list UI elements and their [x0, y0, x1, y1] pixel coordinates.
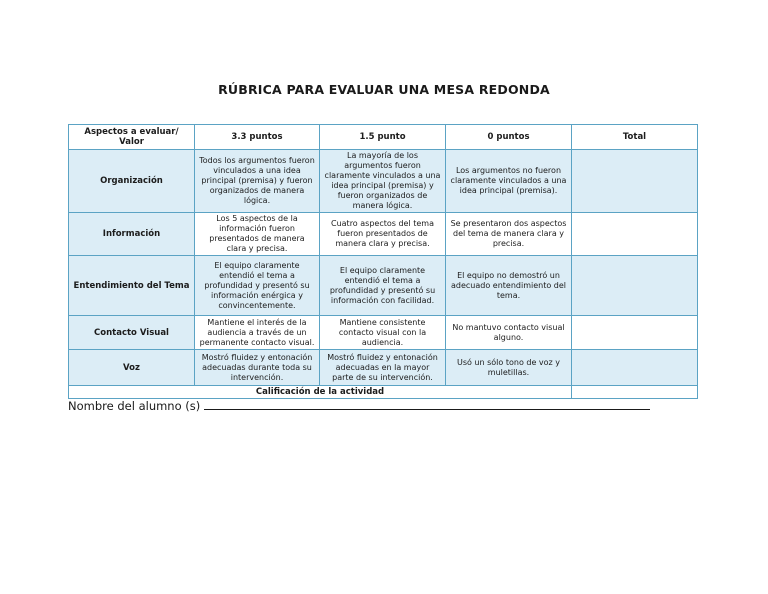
row-criterion-zero: Se presentaron dos aspectos del tema de manera clara y precisa. — [446, 213, 572, 256]
header-score-mid: 1.5 punto — [320, 125, 446, 150]
footer-grade-total[interactable] — [572, 386, 698, 399]
table-header-row — [69, 125, 698, 150]
row-aspect-label: Organización — [69, 150, 195, 213]
row-criterion-high: Mostró fluidez y entonación adecuadas durante toda su intervención. — [195, 350, 320, 386]
footer-grade-label: Calificación de la actividad — [69, 386, 572, 399]
table-row-organizacion — [69, 150, 698, 213]
row-criterion-mid: Mantiene consistente contacto visual con la audiencia. — [320, 316, 446, 350]
row-criterion-high: Los 5 aspectos de la información fueron presentados de manera clara y precisa. — [195, 213, 320, 256]
row-aspect-label: Información — [69, 213, 195, 256]
row-criterion-mid: El equipo claramente entendió el tema a profundidad y presentó su información con facilidad. — [320, 256, 446, 316]
document-title: RÚBRICA PARA EVALUAR UNA MESA REDONDA — [218, 82, 550, 97]
table-row-contacto-visual — [69, 316, 698, 350]
student-name-line — [68, 399, 650, 413]
rubric-table — [68, 124, 698, 399]
header-score-high: 3.3 puntos — [195, 125, 320, 150]
header-aspects: Aspectos a evaluar/ Valor — [69, 125, 195, 150]
row-criterion-high: Todos los argumentos fueron vinculados a una idea principal (premisa) y fueron organizados de manera lógica. — [195, 150, 320, 213]
row-total-cell[interactable] — [572, 213, 698, 256]
student-name-label: Nombre del alumno (s) — [68, 399, 201, 413]
table-footer-row — [69, 386, 698, 399]
header-total: Total — [572, 125, 698, 150]
row-aspect-label: Contacto Visual — [69, 316, 195, 350]
row-criterion-zero: Los argumentos no fueron claramente vinculados a una idea principal (premisa). — [446, 150, 572, 213]
row-criterion-high: Mantiene el interés de la audiencia a través de un permanente contacto visual. — [195, 316, 320, 350]
row-aspect-label: Voz — [69, 350, 195, 386]
header-score-zero: 0 puntos — [446, 125, 572, 150]
table-row-entendimiento — [69, 256, 698, 316]
row-criterion-mid: La mayoría de los argumentos fueron claramente vinculados a una idea principal (premisa) y fueron organizados de manera lógica. — [320, 150, 446, 213]
row-criterion-zero: Usó un sólo tono de voz y muletillas. — [446, 350, 572, 386]
row-total-cell[interactable] — [572, 350, 698, 386]
row-aspect-label: Entendimiento del Tema — [69, 256, 195, 316]
student-name-blank[interactable] — [204, 399, 650, 410]
row-criterion-high: El equipo claramente entendió el tema a profundidad y presentó su información enérgica y convincentemente. — [195, 256, 320, 316]
table-row-informacion — [69, 213, 698, 256]
row-criterion-mid: Mostró fluidez y entonación adecuadas en la mayor parte de su intervención. — [320, 350, 446, 386]
row-criterion-mid: Cuatro aspectos del tema fueron presentados de manera clara y precisa. — [320, 213, 446, 256]
row-total-cell[interactable] — [572, 150, 698, 213]
row-total-cell[interactable] — [572, 316, 698, 350]
table-row-voz — [69, 350, 698, 386]
row-criterion-zero: El equipo no demostró un adecuado entendimiento del tema. — [446, 256, 572, 316]
row-total-cell[interactable] — [572, 256, 698, 316]
row-criterion-zero: No mantuvo contacto visual alguno. — [446, 316, 572, 350]
